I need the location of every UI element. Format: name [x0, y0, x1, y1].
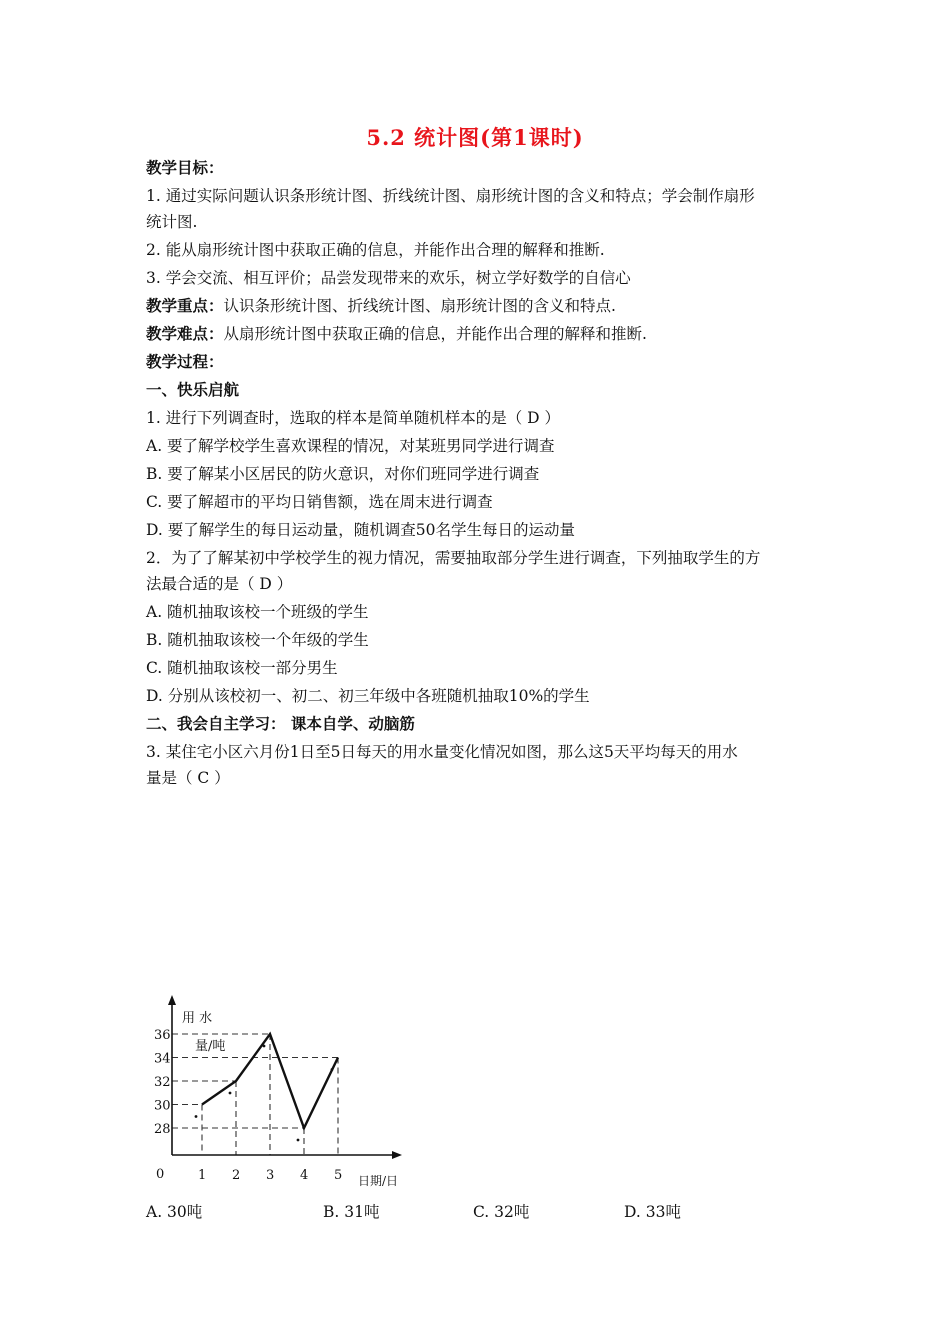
- x-tick-label: 1: [198, 1168, 207, 1183]
- x-axis-arrow-icon: [392, 1151, 402, 1159]
- difficulty-line: [146, 324, 816, 344]
- water-usage-chart: [150, 990, 430, 1190]
- y-tick-label: 30: [154, 1098, 171, 1114]
- data-point: [263, 1045, 266, 1048]
- objective-2: 2. 能从扇形统计图中获取正确的信息，并能作出合理的解释和推断.: [146, 241, 605, 259]
- question-2-continued: 法最合适的是（ D ）: [146, 575, 293, 593]
- data-point: [195, 1115, 198, 1118]
- option-a: A. 30吨: [146, 1203, 203, 1221]
- page-title: 5.2 统计图(第1课时): [366, 125, 584, 150]
- section-2-heading: 二、我会自主学习： 课本自学、动脑筋: [146, 714, 415, 733]
- x-tick-label: 2: [232, 1168, 241, 1183]
- y-axis-label-2: 量/吨: [195, 1039, 226, 1054]
- answer-options: [146, 1200, 846, 1222]
- question-1-option-c: C. 要了解超市的平均日销售额，选在周末进行调查: [146, 493, 493, 511]
- y-tick-label: 34: [154, 1051, 171, 1067]
- x-tick-label: 4: [300, 1168, 309, 1183]
- objectives-label: 教学目标：: [146, 158, 224, 177]
- option-b: B. 31吨: [323, 1203, 380, 1221]
- y-tick-label: 28: [154, 1122, 171, 1137]
- x-tick-labels: [198, 1168, 342, 1183]
- question-2-option-a: A. 随机抽取该校一个班级的学生: [146, 603, 369, 621]
- question-1-option-b: B. 要了解某小区居民的防火意识，对你们班同学进行调查: [146, 465, 540, 483]
- data-points: [195, 1045, 334, 1142]
- option-c: C. 32吨: [473, 1203, 530, 1221]
- x-tick-label: 3: [266, 1168, 275, 1183]
- difficulty-label: 教学难点：: [146, 324, 224, 343]
- y-axis-label-1: 用 水: [182, 1011, 213, 1026]
- key-point-line: [146, 296, 816, 316]
- question-1-option-a: A. 要了解学校学生喜欢课程的情况，对某班男同学进行调查: [146, 437, 555, 455]
- objective-1: 1. 通过实际问题认识条形统计图、折线统计图、扇形统计图的含义和特点；学会制作扇形: [146, 187, 755, 205]
- question-3: 3. 某住宅小区六月份1日至5日每天的用水量变化情况如图，那么这5天平均每天的用水: [146, 743, 738, 761]
- question-2-option-b: B. 随机抽取该校一个年级的学生: [146, 631, 369, 649]
- question-3-continued: 量是（ C ）: [146, 769, 230, 787]
- origin-label: 0: [156, 1167, 165, 1182]
- x-tick-label: 5: [334, 1168, 343, 1183]
- y-axis-arrow-icon: [168, 995, 176, 1005]
- difficulty-text: 从扇形统计图中获取正确的信息，并能作出合理的解释和推断.: [223, 325, 647, 343]
- y-tick-label: 36: [154, 1028, 171, 1043]
- question-2: 2．为了了解某初中学校学生的视力情况，需要抽取部分学生进行调查，下列抽取学生的方: [146, 549, 761, 567]
- data-point: [297, 1139, 300, 1142]
- key-point-label: 教学重点：: [146, 296, 224, 315]
- question-2-option-c: C. 随机抽取该校一部分男生: [146, 659, 338, 677]
- objective-1-continued: 统计图.: [146, 213, 198, 231]
- data-point: [331, 1068, 334, 1071]
- x-axis-label: 日期/日: [358, 1174, 399, 1188]
- process-label: 教学过程：: [146, 352, 224, 371]
- objective-3: 3. 学会交流、相互评价；品尝发现带来的欢乐，树立学好数学的自信心: [146, 269, 631, 287]
- y-tick-labels: [154, 1028, 171, 1137]
- key-point-text: 认识条形统计图、折线统计图、扇形统计图的含义和特点.: [223, 297, 616, 315]
- section-1-heading: 一、快乐启航: [146, 380, 240, 399]
- question-2-option-d: D. 分别从该校初一、初二、初三年级中各班随机抽取10%的学生: [146, 687, 590, 705]
- option-d: D. 33吨: [624, 1203, 681, 1221]
- question-1-option-d: D. 要了解学生的每日运动量，随机调查50名学生每日的运动量: [146, 521, 575, 539]
- question-1: 1. 进行下列调查时，选取的样本是简单随机样本的是（ D ）: [146, 409, 560, 427]
- y-tick-label: 32: [154, 1075, 171, 1090]
- data-point: [229, 1092, 232, 1095]
